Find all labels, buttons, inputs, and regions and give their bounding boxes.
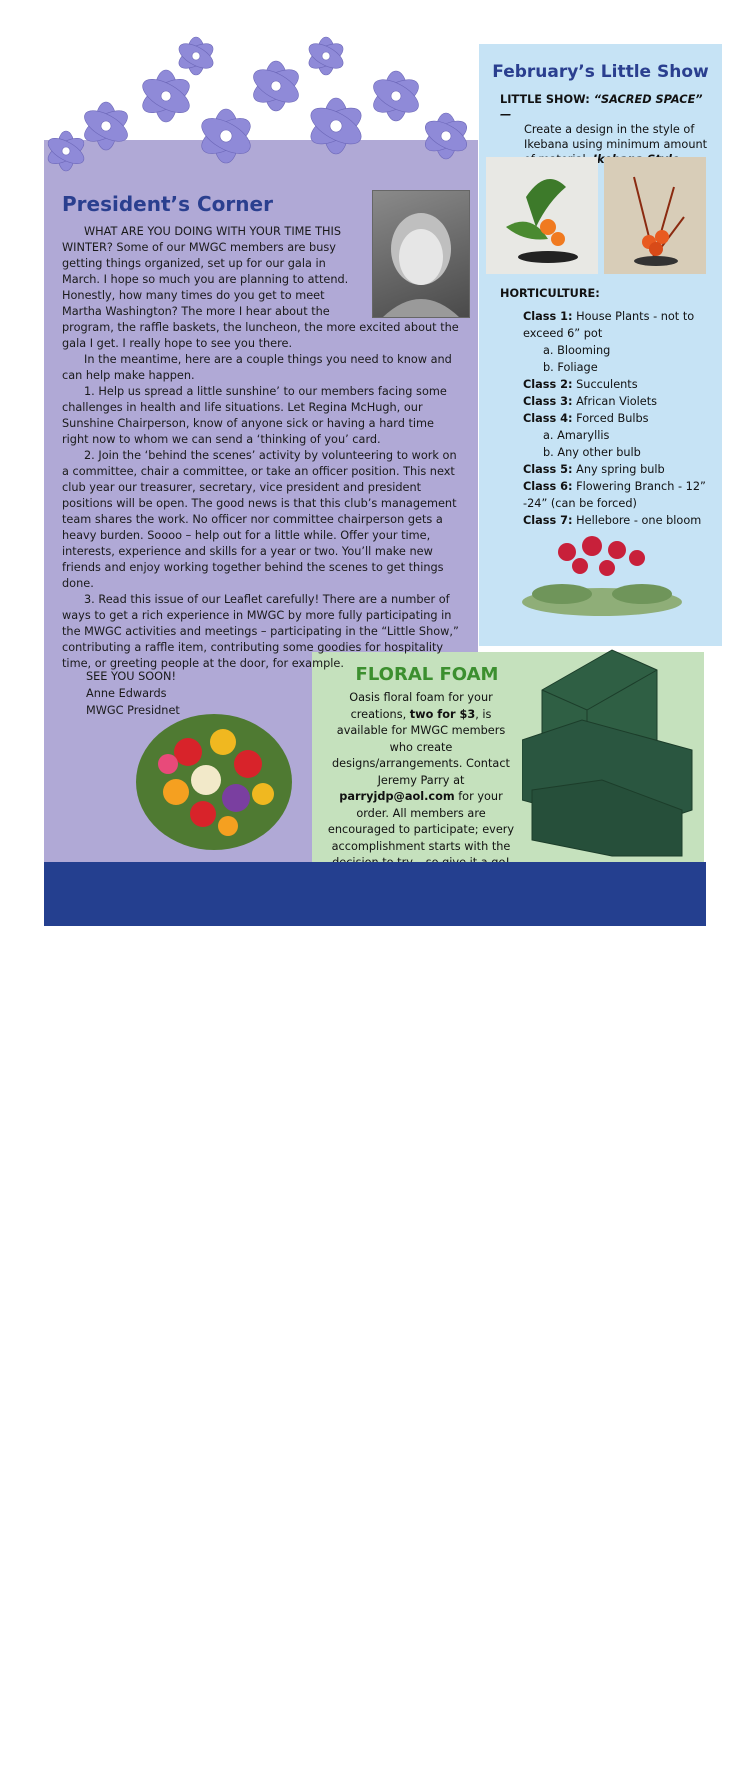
sign-greeting: SEE YOU SOON! bbox=[86, 670, 177, 683]
horticulture-class: Class 4: Forced Bulbs bbox=[523, 412, 649, 425]
floral-foam-text: Oasis floral foam for your creations, two for $3, is available for MWGC members who create designs/arrangements. Contact Jeremy Parry at parryjdp@aol.com for your order. All members are encouraged to participate; every accomplishment starts with the bbox=[327, 691, 515, 853]
president-letter bbox=[62, 224, 460, 672]
facebook-link[interactable]: Martha Washington Garden Club Bucks County bbox=[142, 1760, 397, 1772]
hepatica-flowers-image bbox=[36, 26, 496, 186]
little-show-label: LITTLE SHOW: bbox=[500, 93, 594, 106]
ikebana-photo-1 bbox=[486, 157, 598, 274]
horticulture-subitem: b. Any other bulb bbox=[543, 446, 641, 459]
footer-links: Facebook: Martha Washington Garden Club Bucks County • Website: marthawashingtongardenclub.online bbox=[86, 1760, 664, 1772]
contact-email: parryjdp@aol.com bbox=[339, 790, 455, 803]
horticulture-subitem: a. Amaryllis bbox=[543, 429, 610, 442]
president-corner-title: President’s Corner bbox=[62, 192, 273, 216]
horticulture-title: HORTICULTURE: bbox=[500, 287, 600, 300]
floral-foam-title: FLORAL FOAM bbox=[355, 664, 499, 685]
horticulture-subitem: a. Blooming bbox=[543, 344, 611, 357]
little-show-description bbox=[500, 92, 714, 167]
horticulture-class: Class 6: Flowering Branch - 12” -24” (can be forced) bbox=[523, 480, 706, 510]
flower-bouquet-image bbox=[128, 702, 300, 858]
horticulture-class: Class 3: African Violets bbox=[523, 395, 658, 408]
horticulture-class: Class 2: Succulents bbox=[523, 378, 638, 391]
floral-foam-bricks-image bbox=[522, 630, 698, 858]
sign-name: Anne Edwards bbox=[86, 687, 167, 700]
president-paragraph: 1. Help us spread a little sunshine’ to our members facing some challenges in health and life situations. Let Regina McHugh, our Sunshine Chairperson, know of anyone sick or having a hard time right now to whom we can send a ‘thinking of you’ card. bbox=[62, 385, 447, 446]
website-link[interactable]: marthawashingtongardenclub.online bbox=[466, 1760, 664, 1772]
sign-role: MWGC Presidnet bbox=[86, 704, 180, 717]
little-show-theme: “SACRED SPACE” — bbox=[500, 93, 703, 121]
ikebana-photo-2 bbox=[604, 157, 706, 274]
president-paragraph: 3. Read this issue of our Leaflet carefully! There are a number of ways to get a rich experience in MWGC by more fully participating in the MWGC activities and meetings – participating in the “Little Show,” contributing a raffle item, contributing some goodies for hospitality time, or greeting people at the door, for example. bbox=[62, 593, 459, 670]
horticulture-class: Class 1: House Plants - not to exceed 6” pot bbox=[523, 310, 695, 340]
find-us-heading: — FIND US — bbox=[329, 1738, 421, 1753]
little-show-title: February’s Little Show bbox=[492, 62, 709, 82]
footer-bar bbox=[44, 862, 706, 1772]
president-paragraph: In the meantime, here are a couple things you need to know and can help make happen. bbox=[62, 353, 452, 382]
horticulture-list bbox=[523, 308, 713, 529]
president-paragraph: WHAT ARE YOU DOING WITH YOUR TIME THIS WINTER? Some of our MWGC members are busy getting things organized, set up for our gala in March. I hope so much you are planning to attend. Honestly, how many times do you get to meet Martha Washington? The more I hear about the program, the raffle baskets, the luncheon, the more excited about the gala I get. I really hope to see you there. bbox=[62, 225, 459, 350]
african-violet-image bbox=[512, 528, 692, 616]
horticulture-class: Class 7: Hellebore - one bloom bbox=[523, 514, 702, 527]
little-show-desc: Create a design in the style of Ikebana using minimum amount bbox=[524, 123, 708, 151]
horticulture-subitem: b. Foliage bbox=[543, 361, 598, 374]
horticulture-class: Class 5: Any spring bulb bbox=[523, 463, 665, 476]
president-paragraph: 2. Join the ‘behind the scenes’ activity by volunteering to work on a committee, chair a committee, or take an officer position. This next club year our treasurer, secretary, vice president and president positions will be open. The good news is that this club’s management team shares the work. No officer nor committee chairperson gets a heavy burden. Soooo – help out for a little while. Offer your time, interests, experience and skills for a year or two. You’ll make new friends and enjoy working together behind the scenes to get things done. bbox=[62, 449, 457, 590]
